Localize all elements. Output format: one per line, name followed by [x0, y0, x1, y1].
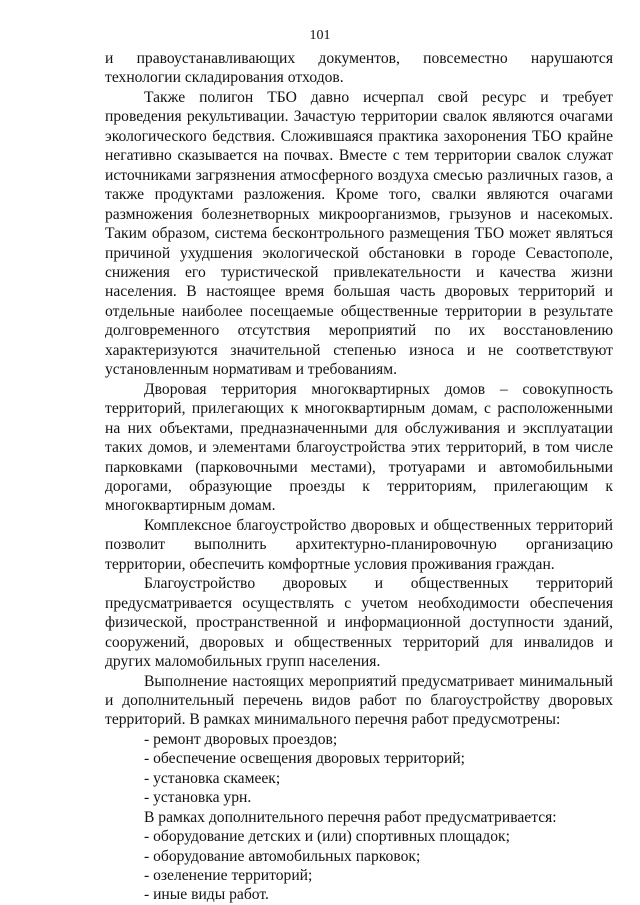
minimal-list-item: - ремонт дворовых проездов; — [144, 730, 338, 748]
minimal-list-item: - установка скамеек; — [144, 769, 281, 787]
paragraph-yard-definition: Дворовая территория многоквартирных домов – совокупность территорий, прилегающих к многоквартирным домам, с расположенными на них объектами, предназначенными для обслуживания и эксплуатации таких домов, и элементами благоустройства этих территорий, в том числе парковками (парковочными местами), тротуарами и автомобильными дорогами, образующие проезды к территориям, прилегающим к многоквартирным домам. — [105, 380, 613, 515]
additional-list-item: - оборудование автомобильных парковок; — [144, 847, 421, 865]
additional-list-item: - озеленение территорий; — [144, 867, 313, 885]
additional-list-item: - иные виды работ. — [144, 886, 269, 904]
page-number: 101 — [309, 28, 331, 43]
paragraph-complex-improvement: Комплексное благоустройство дворовых и общественных территорий позволит выполнить архитектурно-планировочную организацию территории, обеспечить комфортные условия проживания граждан. — [105, 516, 613, 573]
additional-list-item: - оборудование детских и (или) спортивных площадок; — [144, 828, 510, 846]
additional-list-intro: В рамках дополнительного перечня работ предусматривается: — [144, 808, 557, 826]
minimal-list-item: - обеспечение освещения дворовых территорий; — [144, 750, 466, 768]
document-body — [105, 49, 613, 905]
paragraph-landfill: Также полигон ТБО давно исчерпал свой ресурс и требует проведения рекультивации. Зачастую территории свалок являются очагами экологического бедствия. Сложившаяся практика захоронения ТБО крайне негативно сказывается на почвах. Вместе с тем территории свалок служат источниками загрязнения атмосферного воздуха смесью различных газов, а также продуктами разложения. Кроме того, свалки являются очагами размножения болезнетворных микроорганизмов, грызунов и насекомых. Таким образом, система бесконтрольного размещения ТБО может являться причиной ухудшения экологической обстановки в городе Севастополе, снижения его туристической привлекательности и качества жизни населения. В настоящее время большая часть дворовых территорий и отдельные наиболее посещаемые общественные территории в результате долговременного отсутствия мероприятий по их восстановлению характеризуются значительной степенью износа и не соответствуют установленным нормативам и требованиям. — [105, 88, 613, 379]
paragraph-accessibility: Благоустройство дворовых и общественных территорий предусматривается осуществлять с учетом необходимости обеспечения физической, пространственной и информационной доступности зданий, сооружений, дворовых и общественных территорий для инвалидов и других маломобильных групп населения. — [105, 575, 613, 671]
paragraph-work-lists: Выполнение настоящих мероприятий предусматривает минимальный и дополнительный перечень видов работ по благоустройству дворовых территорий. В рамках минимального перечня работ предусмотрены: — [105, 672, 613, 729]
minimal-list-item: - установка урн. — [144, 789, 252, 807]
paragraph-continuation: и правоустанавливающих документов, повсеместно нарушаются технологии складирования отходов. — [105, 50, 613, 87]
